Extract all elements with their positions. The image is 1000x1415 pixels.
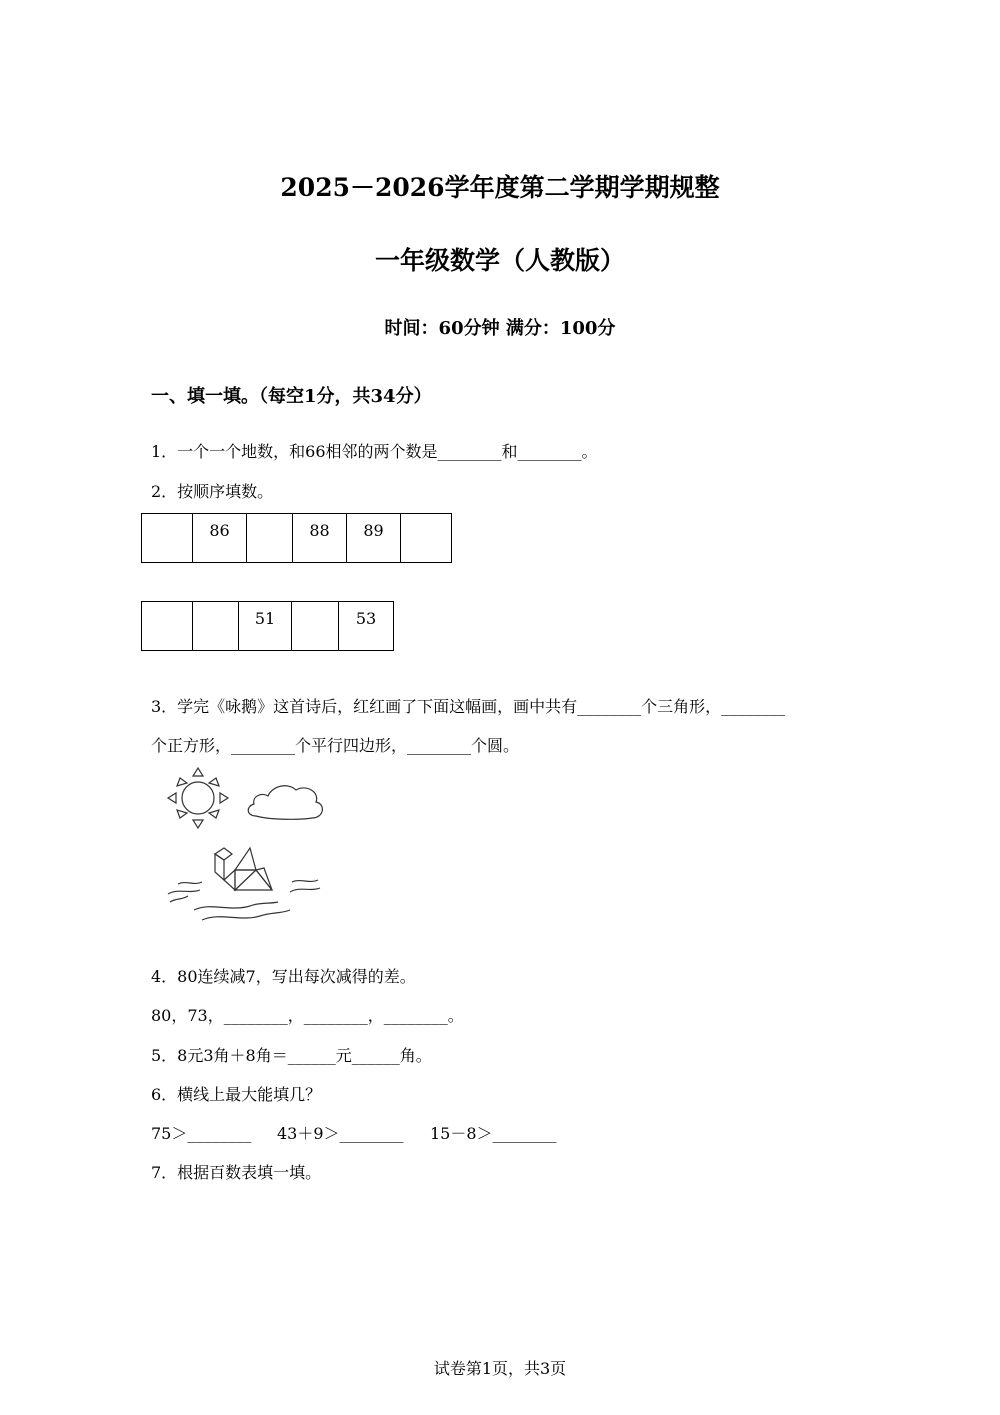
question-3-line1: 3．学完《咏鹅》这首诗后，红红画了下面这幅画，画中共有________个三角形，________ <box>151 697 786 716</box>
table-cell[interactable] <box>142 602 193 651</box>
question-4-answer: 80，73，________，________，________。 <box>151 1006 464 1025</box>
sequence-table-1 <box>141 513 452 563</box>
exam-title-line1: 2025－2026学年度第二学期学期规整 <box>280 173 720 202</box>
question-5: 5．8元3角＋8角＝______元______角。 <box>151 1046 432 1065</box>
page-footer: 试卷第1页，共3页 <box>433 1359 567 1378</box>
exam-info: 时间：60分钟 满分：100分 <box>384 318 616 339</box>
sequence-table-2 <box>141 601 394 651</box>
table-cell: 89 <box>347 514 401 563</box>
question-6-part-b: 43＋9＞________ <box>277 1124 404 1143</box>
table-cell: 86 <box>193 514 247 563</box>
exam-title-line2: 一年级数学（人教版） <box>374 246 625 275</box>
table-cell[interactable] <box>142 514 193 563</box>
goose-tangram-icon <box>215 848 272 890</box>
sun-icon <box>168 768 228 828</box>
table-cell: 51 <box>239 602 292 651</box>
table-cell: 53 <box>339 602 394 651</box>
water-waves-icon <box>168 880 320 920</box>
table-cell[interactable] <box>292 602 339 651</box>
section-heading: 一、填一填。（每空1分，共34分） <box>151 386 432 407</box>
question-4: 4．80连续减7，写出每次减得的差。 <box>151 967 416 986</box>
tangram-drawing <box>160 762 330 932</box>
cloud-icon <box>248 786 322 820</box>
question-6-part-a: 75＞________ <box>151 1124 252 1143</box>
table-cell[interactable] <box>247 514 293 563</box>
table-cell[interactable] <box>401 514 452 563</box>
question-2: 2．按顺序填数。 <box>151 482 274 501</box>
question-6-part-c: 15－8＞________ <box>430 1124 557 1143</box>
question-3-line2: 个正方形，________个平行四边形，________个圆。 <box>151 736 520 755</box>
question-6: 6．横线上最大能填几？ <box>151 1085 322 1104</box>
table-cell[interactable] <box>193 602 239 651</box>
table-cell: 88 <box>293 514 347 563</box>
question-7: 7．根据百数表填一填。 <box>151 1163 322 1182</box>
question-1: 1．一个一个地数，和66相邻的两个数是________和________。 <box>151 442 598 461</box>
